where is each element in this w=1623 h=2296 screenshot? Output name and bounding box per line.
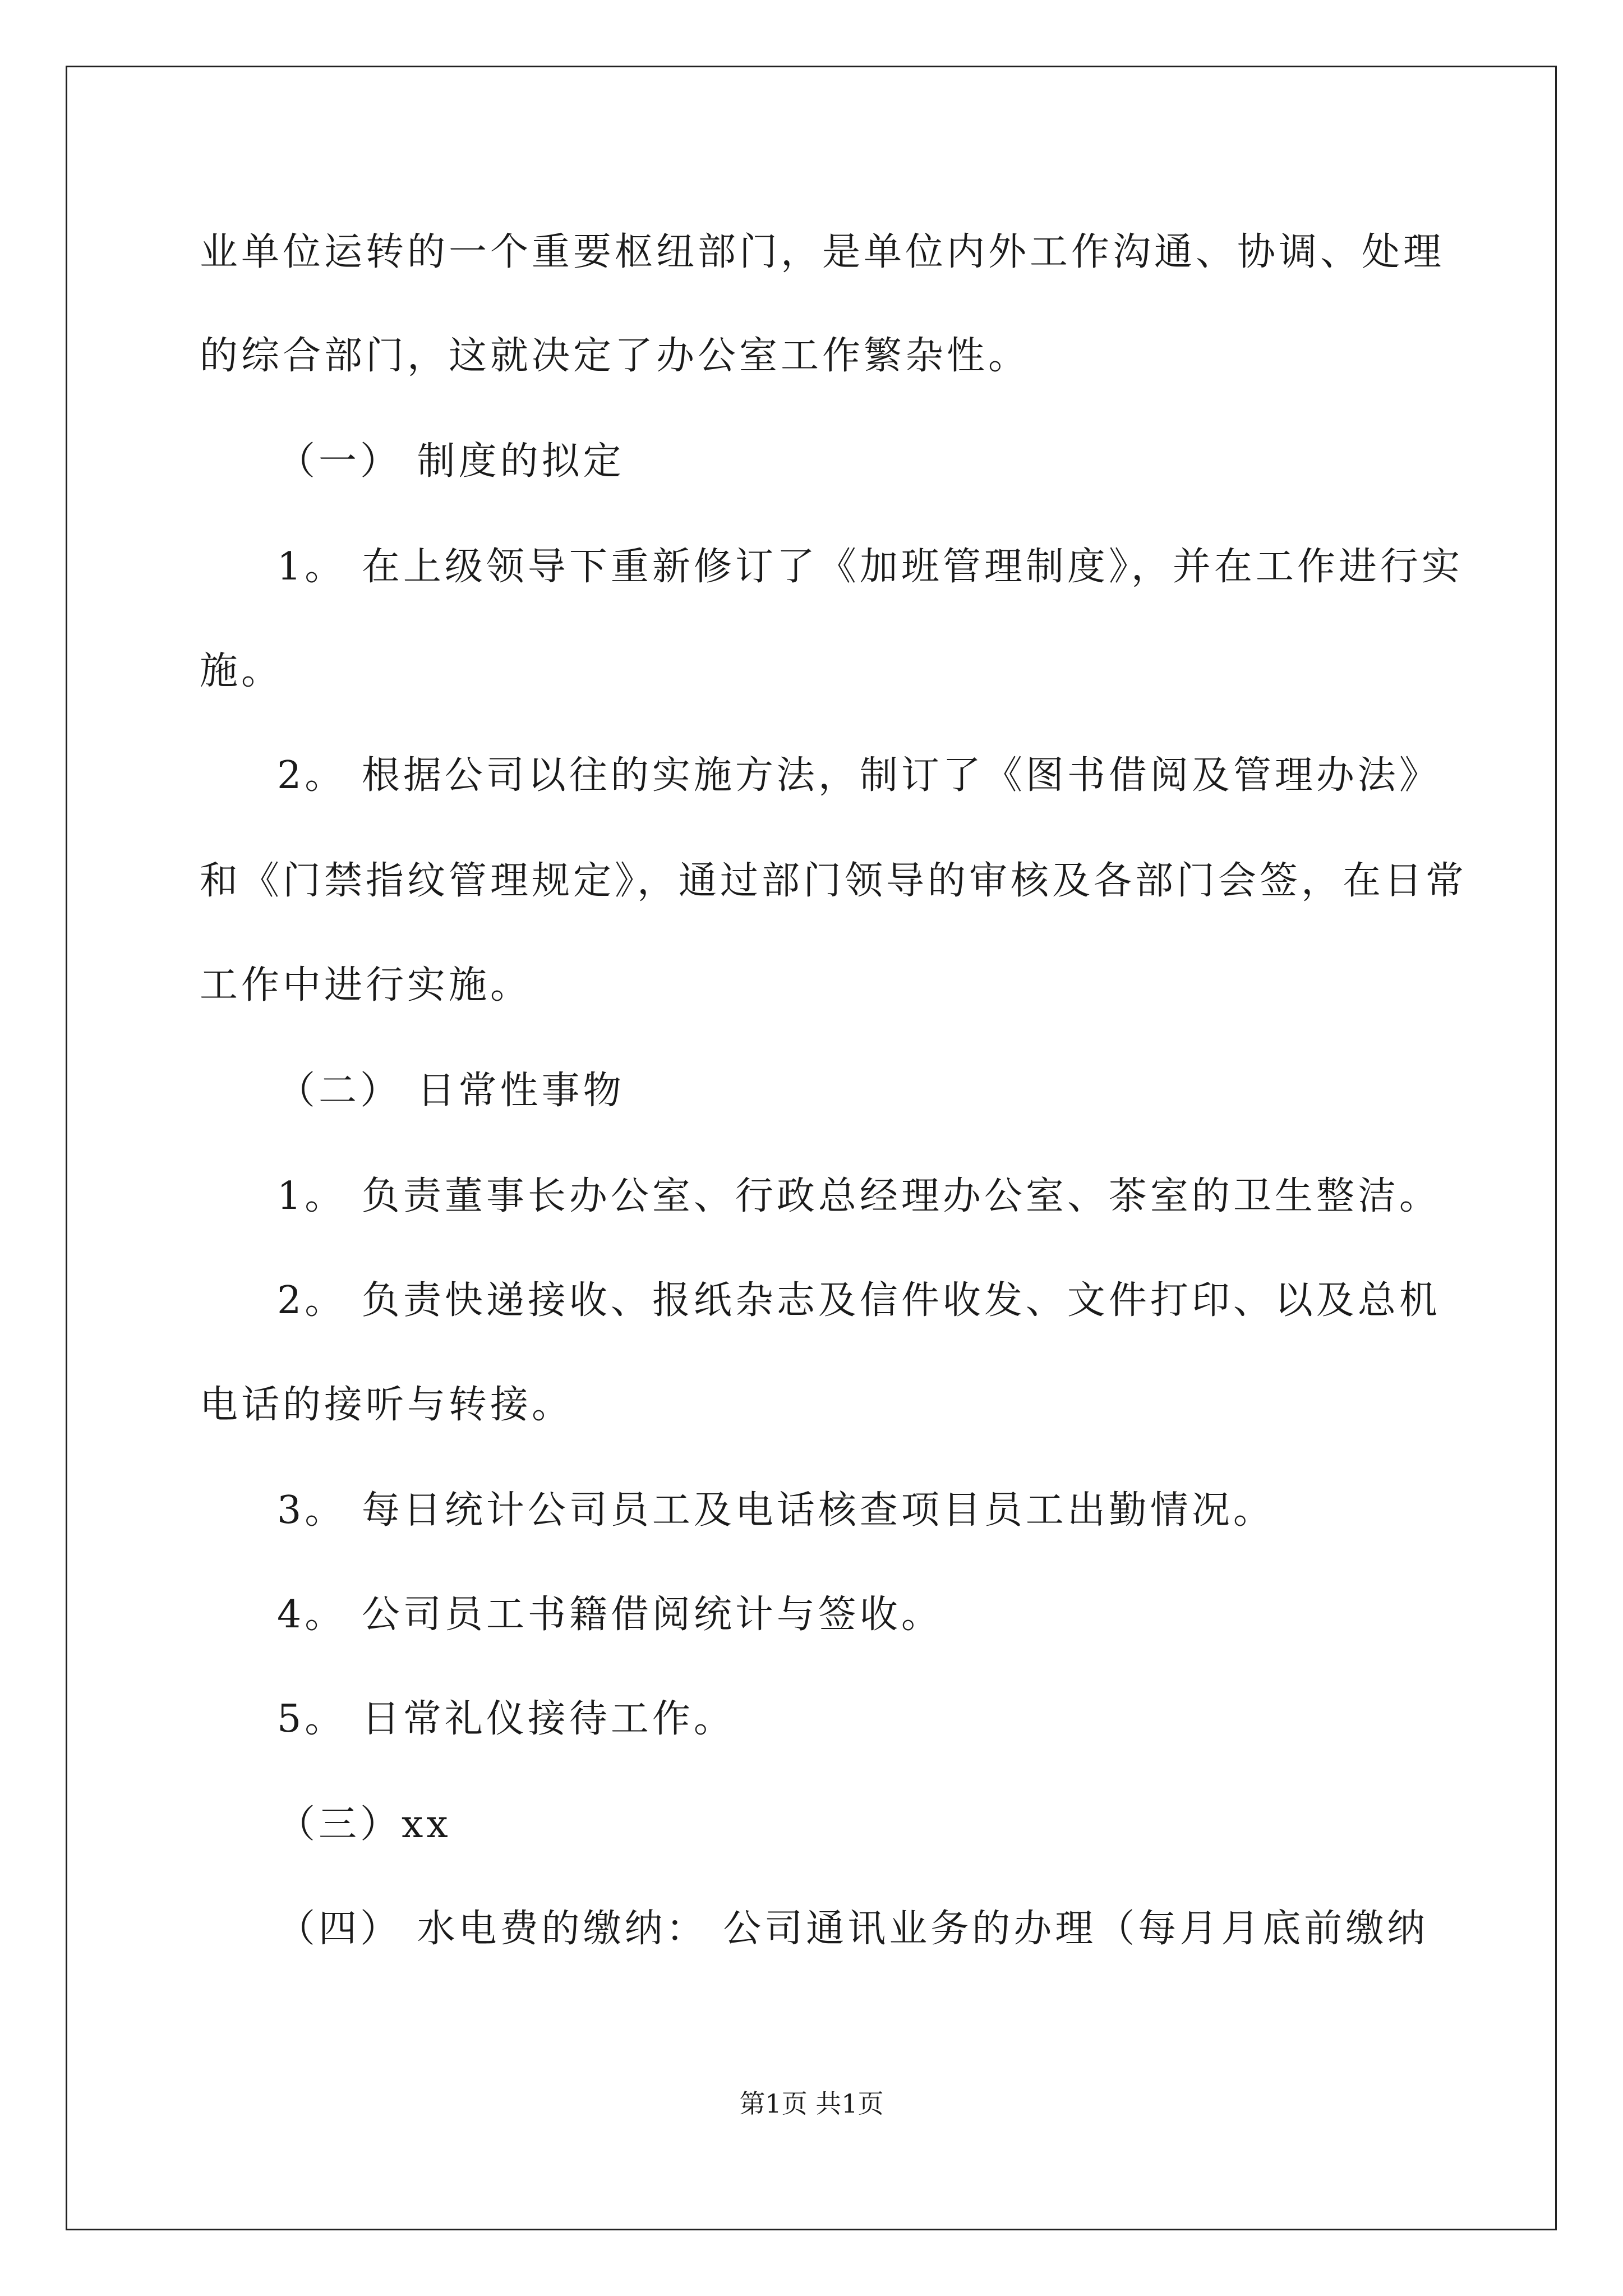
section-heading: （三）xx <box>277 1802 451 1847</box>
list-item: 2。 负责快递接收、报纸杂志及信件收发、文件打印、以及总机 <box>277 1278 1441 1323</box>
section-heading: （一） 制度的拟定 <box>277 439 625 484</box>
list-item: 3。 每日统计公司员工及电话核查项目员工出勤情况。 <box>277 1488 1275 1533</box>
list-item: 4。 公司员工书籍借阅统计与签收。 <box>277 1593 943 1637</box>
list-item: 5。 日常礼仪接待工作。 <box>277 1697 735 1741</box>
page-footer: 第1页 共1页 <box>739 2088 884 2119</box>
list-item: 1。 负责董事长办公室、行政总经理办公室、茶室的卫生整洁。 <box>277 1174 1441 1218</box>
body-text-line: 工作中进行实施。 <box>200 963 532 1007</box>
body-text-line: 业单位运转的一个重要枢纽部门，是单位内外工作沟通、协调、处理 <box>200 230 1445 274</box>
section-heading: （二） 日常性事物 <box>277 1069 625 1113</box>
body-text-line: 施。 <box>200 649 283 693</box>
body-text-line: 和《门禁指纹管理规定》，通过部门领导的审核及各部门会签，在日常 <box>200 859 1468 903</box>
list-item: 2。 根据公司以往的实施方法，制订了《图书借阅及管理办法》 <box>277 753 1441 798</box>
body-text-line: 的综合部门，这就决定了办公室工作繁杂性。 <box>200 334 1030 378</box>
body-text-line: 电话的接听与转接。 <box>200 1383 574 1427</box>
section-heading: （四） 水电费的缴纳： 公司通讯业务的办理（每月月底前缴纳 <box>277 1907 1429 1951</box>
list-item: 1。 在上级领导下重新修订了《加班管理制度》，并在工作进行实 <box>277 545 1463 589</box>
